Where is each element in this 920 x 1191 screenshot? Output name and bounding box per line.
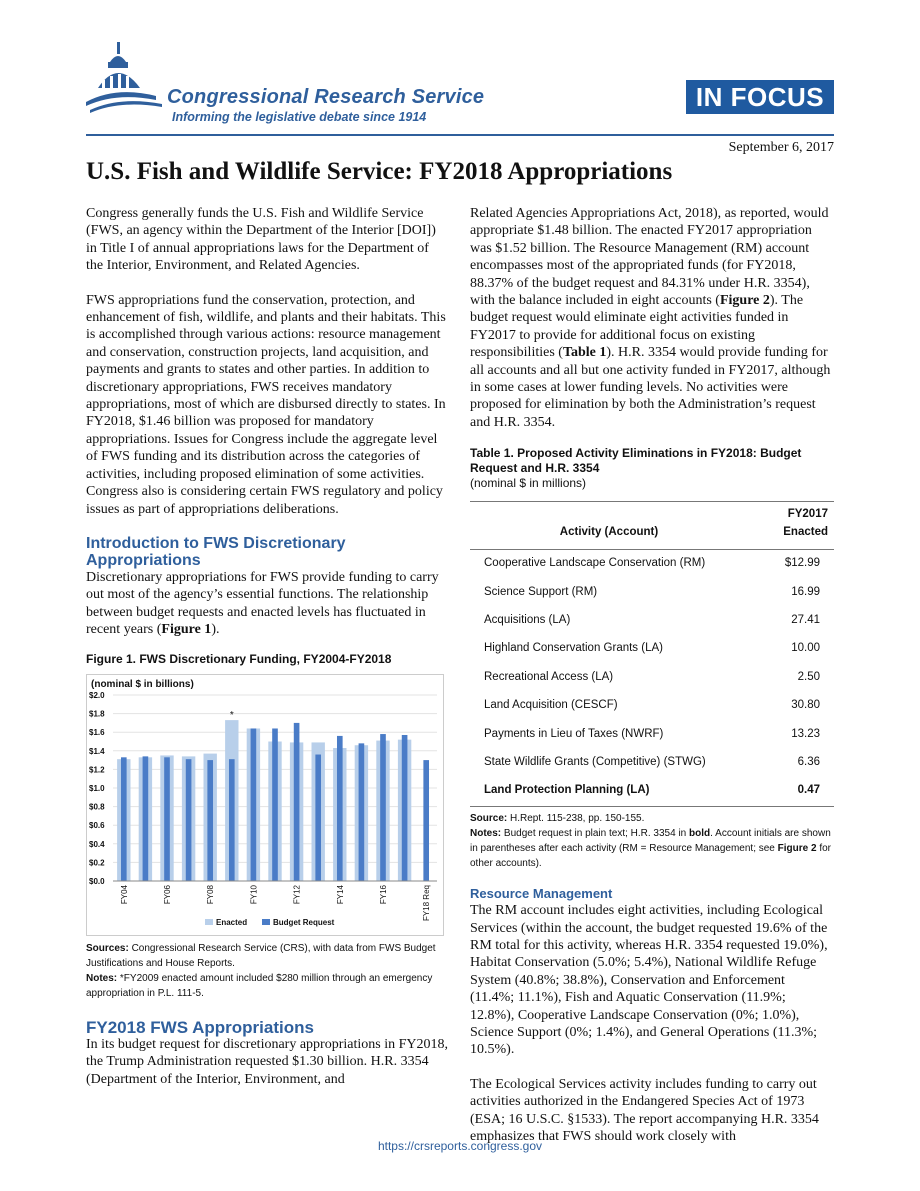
org-name: Congressional Research Service <box>167 86 485 108</box>
chart-title: (nominal $ in billions) <box>91 678 194 690</box>
x-tick-label: FY16 <box>379 884 388 905</box>
y-tick-label: $1.8 <box>89 709 105 719</box>
bar-budget-request <box>207 760 213 881</box>
discretionary-paragraph: Discretionary appropriations for FWS provide funding to carry out most of the agency’s essential functions. The relationship between budget requests and enacted levels has fluctuated in recent years (Figure 1). <box>86 569 439 638</box>
activity-cell: Highland Conservation Grants (LA) <box>484 642 663 655</box>
bar-budget-request <box>229 759 235 881</box>
column-header-activity: Activity (Account) <box>470 502 748 550</box>
table-header-row <box>470 502 834 550</box>
figure-2-reference: Figure 2 <box>719 293 770 309</box>
table-row <box>470 721 834 749</box>
x-tick-label: FY08 <box>206 884 216 905</box>
section-heading-fy2018: FY2018 FWS Appropriations <box>86 1017 314 1037</box>
activity-cell: Land Acquisition (CESCF) <box>484 699 618 712</box>
table-row <box>470 579 834 607</box>
x-axis <box>113 881 437 921</box>
bar-budget-request <box>315 754 321 880</box>
y-tick-label: $0.0 <box>89 876 105 886</box>
table-row <box>470 664 834 692</box>
amount-cell: 2.50 <box>797 670 820 683</box>
ecological-services-paragraph: The Ecological Services activity includes funding to carry out activities authorized in the Endangered Species Act of 1973 (ESA; 16 U.S.C. §1533). The report accompanying H.R. 3354 emphasizes that FWS should work closely with <box>470 1076 819 1145</box>
rm-paragraph: The RM account includes eight activities, including Ecological Services (within the account, the budget requested 19.6% of the RM total for this activity, whereas H.R. 3354 requested 19.0%), Habitat Conservation (5.0%; 5.4%), National Wildlife Refuge System (40.8%; 38.8%), Conservation and Enforcement (11.4%; 11.1%), Fish and Aquatic Conservation (11.9%; 12.8%), Cooperative Landscape Conservation (0%; 1.0%), Science Support (0%; 1.4%), and General Operations (11.3%; 10.5%). <box>470 903 828 1058</box>
activity-cell: Recreational Access (LA) <box>484 670 614 683</box>
figure-1-caption: Figure 1. FWS Discretionary Funding, FY2004-FY2018 <box>86 651 392 666</box>
table-1-notes: Source: H.Rept. 115-238, pp. 150-155. Notes: Budget request in plain text; H.R. 3354 in bold. Account initials are shown in parentheses after each activity (RM = Resource Management; see Figure 2 for other accounts). <box>470 812 832 869</box>
header <box>0 0 920 185</box>
chart-legend <box>205 918 335 927</box>
x-tick-label: FY04 <box>119 884 129 905</box>
bar-budget-request <box>337 736 343 881</box>
activity-cell: Payments in Lieu of Taxes (NWRF) <box>484 727 664 740</box>
funding-bar-chart <box>87 675 443 935</box>
left-column <box>86 205 448 1105</box>
column-header-fy2017: FY2017 Enacted <box>748 502 834 550</box>
eliminations-table <box>470 501 834 806</box>
figure-1-chart <box>86 674 444 936</box>
activity-cell: Science Support (RM) <box>484 585 598 598</box>
table-1-caption: Table 1. Proposed Activity Eliminations in FY2018: Budget Request and H.R. 3354 (nominal $ in millions) <box>470 446 802 491</box>
legend-label-request: Budget Request <box>273 917 335 927</box>
bar-budget-request <box>164 757 170 881</box>
table-row <box>470 749 834 777</box>
header-rule <box>86 134 834 136</box>
bar-budget-request <box>402 735 408 881</box>
x-tick-label: FY10 <box>249 884 259 905</box>
intro-paragraph: Congress generally funds the U.S. Fish and Wildlife Service (FWS, an agency within the Department of the Interior [DOI]) in Title I of annual appropriations laws for the Department of the Interior, Environment, and Related Agencies. <box>86 206 436 274</box>
table-row <box>470 607 834 635</box>
bar-budget-request <box>121 757 127 881</box>
y-tick-label: $0.8 <box>89 802 105 812</box>
amount-cell: $12.99 <box>784 557 820 570</box>
amount-cell: 16.99 <box>791 585 820 598</box>
right-column <box>470 205 832 1162</box>
y-tick-label: $1.6 <box>89 728 105 738</box>
x-tick-label: FY14 <box>335 884 345 905</box>
amount-cell: 30.80 <box>791 699 820 712</box>
chart-annotation: * <box>229 710 234 722</box>
fy2018-paragraph: In its budget request for discretionary appropriations in FY2018, the Trump Administration requested $1.30 billion. H.R. 3354 (Department of the Interior, Environment, and <box>86 1036 448 1087</box>
y-tick-label: $1.2 <box>89 765 105 775</box>
publication-date: September 6, 2017 <box>728 140 834 155</box>
table-row <box>470 777 834 806</box>
bars <box>117 710 429 881</box>
accounts-paragraph: Related Agencies Appropriations Act, 2018), as reported, would appropriate $1.48 billion. The enacted FY2017 appropriation was $1.52 billion. The Resource Management (RM) account encompasses most of the appropriated funds (for FY2018, 88.37% of the budget request and 84.31% under H.R. 3354), with the balance included in eight accounts (Figure 2). The budget request would eliminate eight activities funded in FY2017 to provide for additional focus on existing responsibilities (Table 1). H.R. 3354 would provide funding for all accounts and all but one activity funded in FY2017, although in some cases at lower funding levels. No activities were proposed for elimination by both the Administration’s request and H.R. 3354. <box>470 206 831 430</box>
legend-label-enacted: Enacted <box>216 917 248 927</box>
legend-swatch-request <box>262 919 270 925</box>
legend-swatch-enacted <box>205 919 213 925</box>
section-heading-rm: Resource Management <box>470 885 613 901</box>
bar-budget-request <box>272 728 278 881</box>
bar-budget-request <box>251 728 257 881</box>
figure-1-sources: Sources: Congressional Research Service (CRS), with data from FWS Budget Justifications and House Reports. Notes: *FY2009 enacted amount included $280 million through an emergency appropriation in P.L. 111-5. <box>86 942 436 999</box>
y-tick-label: $0.2 <box>89 858 105 868</box>
amount-cell: 10.00 <box>791 642 820 655</box>
y-tick-label: $0.6 <box>89 821 105 831</box>
page-title: U.S. Fish and Wildlife Service: FY2018 Appropriations <box>86 158 673 185</box>
appropriations-paragraph: FWS appropriations fund the conservation, protection, and enhancement of fish, wildlife, and plants and their habitats. This is accomplished through various actions: resource management and conservation, construction projects, land acquisition, and payments and grants to states and other parties. In addition to discretionary appropriations, FWS receives mandatory appropriations, most of which are disbursed directly to states. In FY2018, $1.46 billion was proposed for mandatory appropriations. Issues for Congress include the aggregate level of FWS funding and its distribution across the categories of activities, including proposed elimination of some activities. Congress also is considering certain FWS regulatory and policy issues as part of appropriations deliberations. <box>86 292 446 517</box>
bar-budget-request <box>143 756 149 881</box>
activity-cell: State Wildlife Grants (Competitive) (STWG) <box>484 755 706 768</box>
table-body <box>470 550 834 807</box>
table-row <box>470 635 834 663</box>
table-1-reference: Table 1 <box>562 345 607 361</box>
footer-url[interactable]: https://crsreports.congress.gov <box>377 1139 543 1153</box>
y-tick-label: $0.4 <box>89 839 105 849</box>
in-focus-badge: IN FOCUS <box>686 80 834 114</box>
bar-budget-request <box>294 723 300 881</box>
x-tick-label: FY12 <box>292 884 302 905</box>
table-row <box>470 692 834 720</box>
bar-budget-request <box>359 743 365 881</box>
activity-cell: Cooperative Landscape Conservation (RM) <box>484 557 706 570</box>
activity-cell: Land Protection Planning (LA) <box>470 777 748 806</box>
amount-cell: 13.23 <box>791 727 820 740</box>
y-tick-label: $2.0 <box>89 690 105 700</box>
x-tick-label: FY18 Req <box>422 884 432 921</box>
org-tagline: Informing the legislative debate since 1914 <box>172 110 427 124</box>
table-row <box>470 550 834 579</box>
amount-cell: 6.36 <box>797 755 820 768</box>
amount-cell: 27.41 <box>791 613 820 626</box>
figure-1-reference: Figure 1 <box>161 622 212 638</box>
y-tick-label: $1.0 <box>89 783 105 793</box>
bar-budget-request <box>380 734 386 881</box>
bar-budget-request <box>186 759 192 881</box>
amount-cell: 0.47 <box>748 777 834 806</box>
section-heading-intro: Introduction to FWS Discretionary Appropriations <box>86 534 346 569</box>
activity-cell: Acquisitions (LA) <box>484 613 571 626</box>
x-tick-label: FY06 <box>163 884 172 905</box>
bar-budget-request <box>423 760 429 881</box>
y-tick-label: $1.4 <box>89 746 105 756</box>
capitol-dome-logo <box>86 40 164 122</box>
